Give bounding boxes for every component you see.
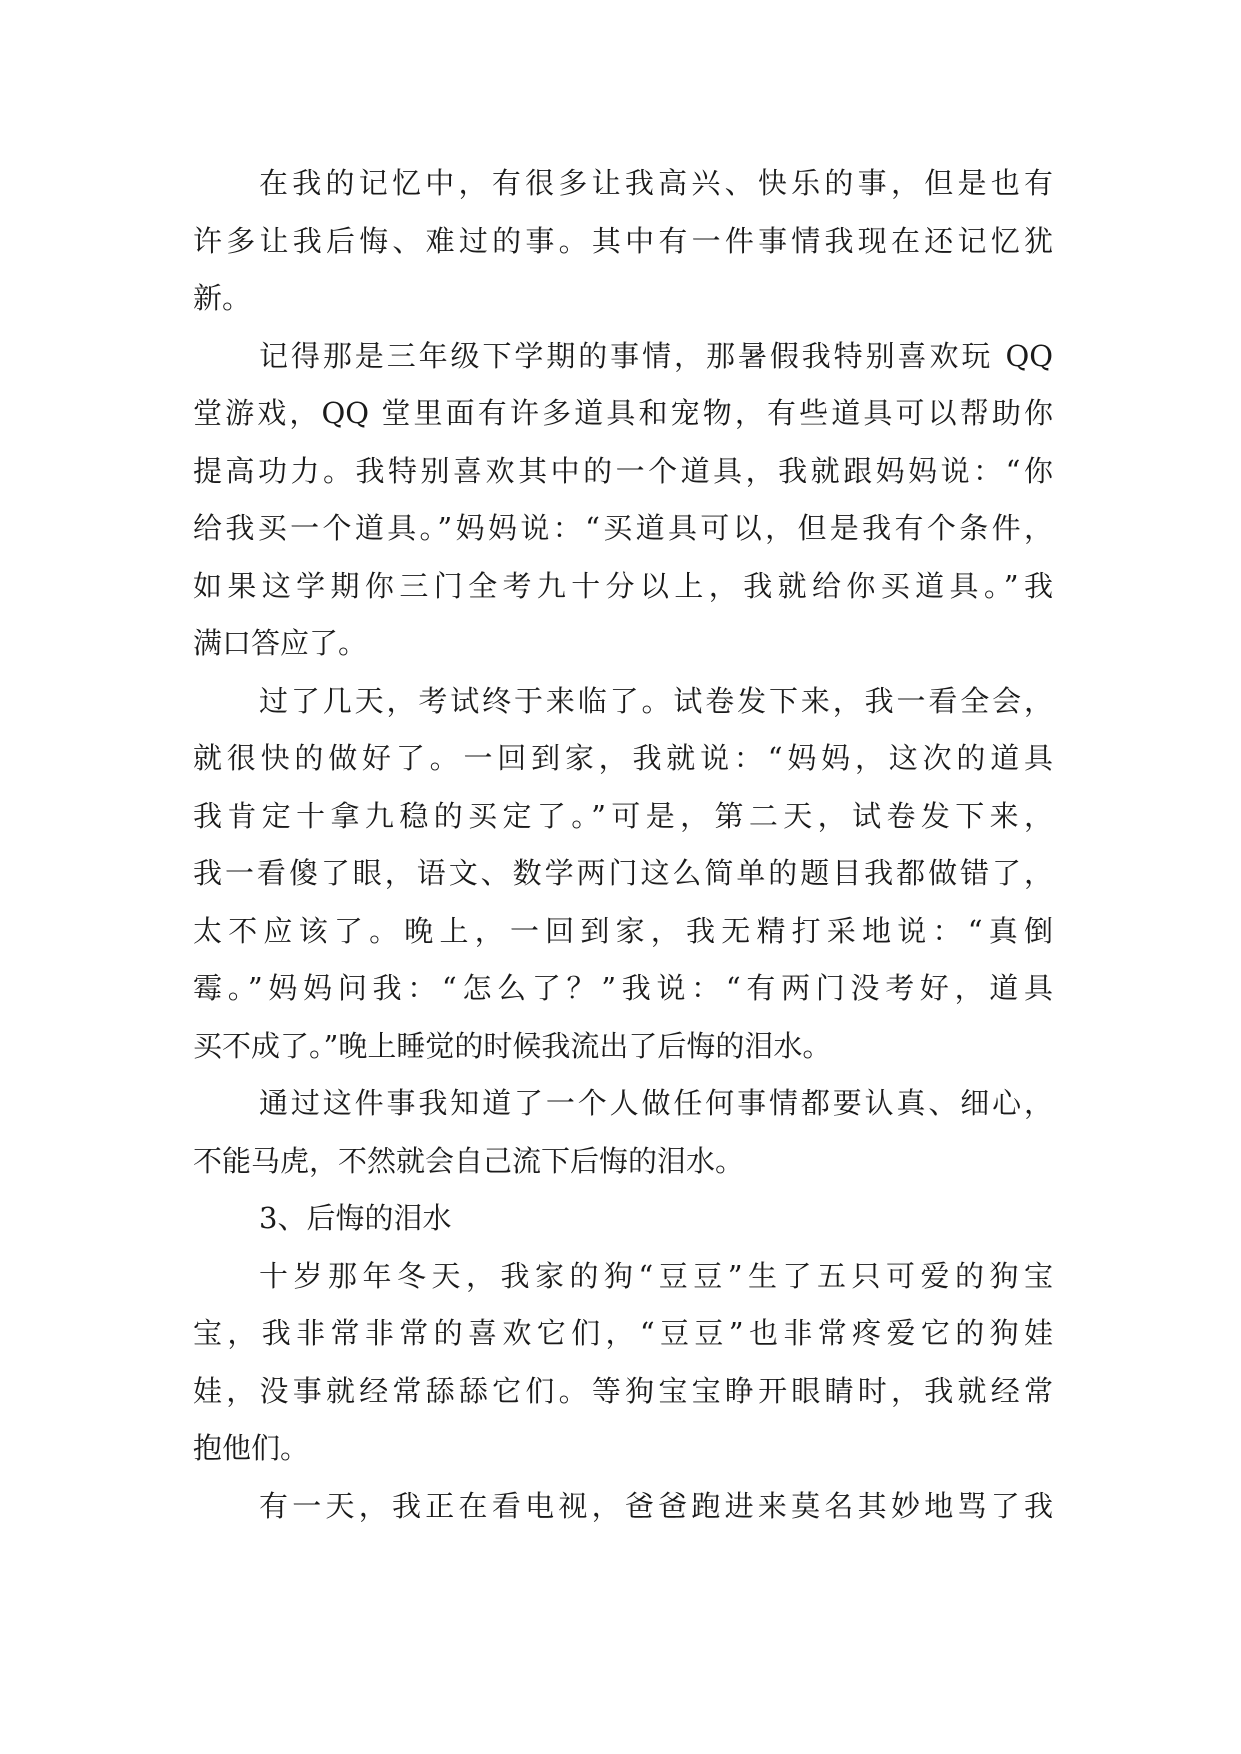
text-line: 提高功力。我特别喜欢其中的一个道具，我就跟妈妈说：“你 (193, 453, 1053, 488)
text-line: 宝，我非常非常的喜欢它们，“豆豆”也非常疼爱它的狗娃 (193, 1316, 1053, 1350)
text-line: 如果这学期你三门全考九十分以上，我就给你买道具。”我 (193, 568, 1053, 603)
text-line: 不能马虎，不然就会自己流下后悔的泪水。 (193, 1143, 745, 1178)
text-line: 堂游戏，QQ 堂里面有许多道具和宠物，有些道具可以帮助你 (193, 396, 1053, 430)
text-line: 过了几天，考试终于来临了。试卷发下来，我一看全会， (259, 683, 1053, 718)
text-line: 在我的记忆中，有很多让我高兴、快乐的事，但是也有 (259, 166, 1053, 200)
text-line: 有一天，我正在看电视，爸爸跑进来莫名其妙地骂了我 (259, 1488, 1053, 1523)
text-line: 新。 (193, 281, 252, 315)
text-line: 抱他们。 (193, 1431, 310, 1465)
text-line: 娃，没事就经常舔舔它们。等狗宝宝睁开眼睛时，我就经常 (193, 1373, 1053, 1408)
text-line: 买不成了。”晚上睡觉的时候我流出了后悔的泪水。 (193, 1028, 832, 1063)
text-line: 太不应该了。晚上，一回到家，我无精打采地说：“真倒 (193, 913, 1053, 948)
text-line: 许多让我后悔、难过的事。其中有一件事情我现在还记忆犹 (193, 223, 1053, 258)
section-heading: 3、后悔的泪水 (259, 1201, 452, 1235)
text-line: 通过这件事我知道了一个人做任何事情都要认真、细心， (259, 1086, 1053, 1120)
document-body (193, 155, 1053, 1535)
text-line: 霉。”妈妈问我：“怎么了？”我说：“有两门没考好，道具 (193, 971, 1053, 1005)
text-line: 给我买一个道具。”妈妈说：“买道具可以，但是我有个条件， (193, 511, 1053, 545)
text-line: 记得那是三年级下学期的事情，那暑假我特别喜欢玩 QQ (259, 338, 1053, 373)
text-line: 我肯定十拿九稳的买定了。”可是，第二天，试卷发下来， (193, 798, 1053, 833)
text-line: 十岁那年冬天，我家的狗“豆豆”生了五只可爱的狗宝 (259, 1258, 1053, 1293)
text-line: 我一看傻了眼，语文、数学两门这么简单的题目我都做错了， (193, 856, 1053, 890)
text-line: 满口答应了。 (193, 626, 368, 660)
text-line: 就很快的做好了。一回到家，我就说：“妈妈，这次的道具 (193, 741, 1053, 775)
